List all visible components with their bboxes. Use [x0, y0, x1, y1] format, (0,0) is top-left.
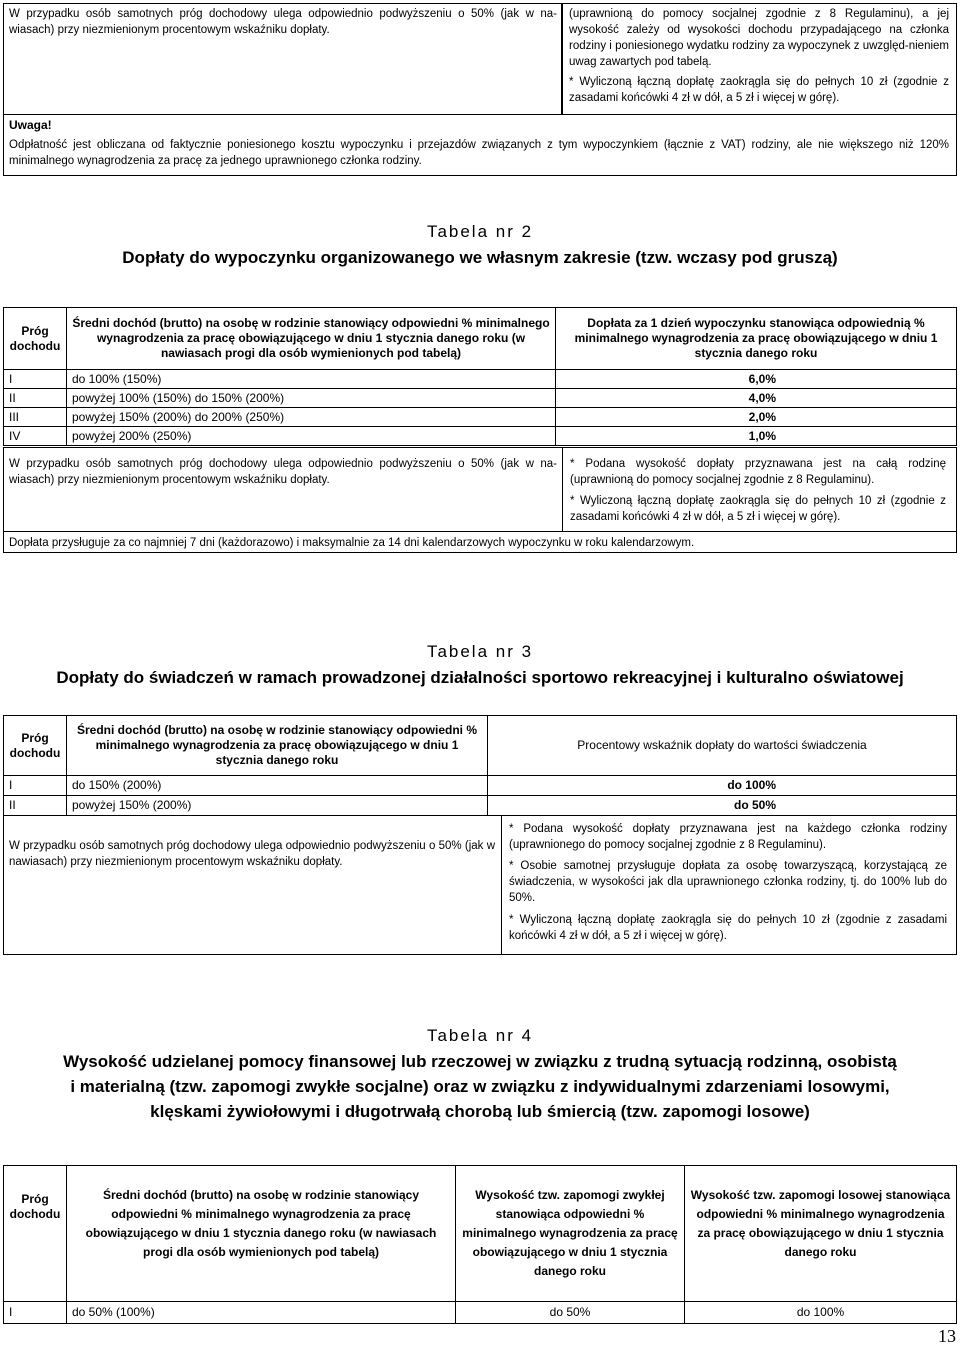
uwaga-text: Odpłatność jest obliczana od faktycznie poniesionego kosztu wypoczynku i przejazdów związanych z tym wypoczynkiem (łącznie z VAT) rodziny, ale nie większego niż 120% minimalnego wynagrodzenia za pracę za jednego uprawnionego członka rodziny. [9, 139, 949, 167]
table2-footer-box [3, 531, 957, 553]
table-row [4, 1302, 957, 1324]
table2-value: 4,0% [556, 389, 957, 408]
table2-prog: III [4, 408, 67, 427]
top-right-note-rounding: * Wyliczoną łączną dopłatę zaokrągla się do pełnych 10 zł (zgodnie z zasadami końcówki 4 zł w dół, a 5 zł i więcej w górę). [569, 76, 949, 104]
table3 [3, 715, 957, 816]
table2-title: Dopłaty do wypoczynku organizowanego we własnym zakresie (tzw. wczasy pod gruszą) [122, 248, 838, 267]
table2-notes-box [3, 447, 957, 532]
table2-header-value: Dopłata za 1 dzień wypoczynku stanowiąca odpowiednią % minimalnego wynagrodzenia za pracę obowiązującego w dniu 1 stycznia danego roku [556, 308, 957, 370]
top-right-note-box [562, 3, 957, 115]
table2-prog: I [4, 370, 67, 389]
table2-prog: IV [4, 427, 67, 446]
table3-income: do 150% (200%) [67, 776, 488, 796]
table2-footer: Dopłata przysługuje za co najmniej 7 dni (każdorazowo) i maksymalnie za 14 dni kalendarzowych wypoczynku w roku kalendarzowym. [9, 537, 695, 549]
table2-header-prog: Próg dochodu [4, 308, 67, 370]
table2-number: Tabela nr 2 [426, 222, 534, 241]
table4-title-line3: klęskami żywiołowymi i długotrwałą chorobą lub śmiercią (tzw. zapomogi losowe) [150, 1102, 810, 1121]
table4-title-line1: Wysokość udzielanej pomocy finansowej lub rzeczowej w związku z trudną sytuacją rodzinną, osobistą [63, 1052, 897, 1071]
page-number: 13 [938, 1326, 956, 1346]
table2-value: 1,0% [556, 427, 957, 446]
table3-notes-divider [501, 816, 502, 954]
table-row [4, 370, 957, 389]
table3-note-right2: * Osobie samotnej przysługuje dopłata za osobę towarzyszącą, korzystającą ze świadczenia, w wysokości jak dla uprawnionego członka rodziny, tj. do 100% lub do 50%. [509, 860, 947, 904]
table3-number: Tabela nr 3 [426, 642, 534, 661]
table2-note-right1: * Podana wysokość dopłaty przyznawana jest na całą rodzinę (uprawnioną do pomocy socjalnej zgodnie z 8 Regulaminu). [570, 458, 946, 486]
top-right-note: (uprawnioną do pomocy socjalnej zgodnie z 8 Regulaminu), a jej wysokość zależy od wysokości dochodu przypadającego na członka rodziny i poniesionego wydatku rodziny za wypoczynek z uwzględ-nieniem uwag zawartych pod tabelą. [569, 8, 949, 68]
table3-prog: I [4, 776, 67, 796]
table4 [3, 1165, 957, 1324]
table2-income: powyżej 200% (250%) [67, 427, 556, 446]
table3-value: do 50% [488, 796, 957, 816]
top-left-note: W przypadku osób samotnych próg dochodowy ulega odpowiednio podwyższeniu o 50% (jak w na-wiasach) przy niezmienionym procentowym wskaźniku dopłaty. [9, 8, 557, 36]
table-row [4, 796, 957, 816]
table3-note-right3: * Wyliczoną łączną dopłatę zaokrągla się do pełnych 10 zł (zgodnie z zasadami końcówki 4 zł w dół, a 5 zł i więcej w górę). [509, 914, 947, 942]
table2-income: powyżej 150% (200%) do 200% (250%) [67, 408, 556, 427]
table4-zwykla: do 50% [456, 1302, 685, 1324]
table3-header-income: Średni dochód (brutto) na osobę w rodzinie stanowiący odpowiedni % minimalnego wynagrodzenia za pracę obowiązującego w dniu 1 stycznia danego roku [67, 716, 488, 776]
table4-title-line2: i materialną (tzw. zapomogi zwykłe socjalne) oraz w związku z indywidualnymi zdarzeniami losowymi, [70, 1077, 890, 1096]
table4-header-losowa: Wysokość tzw. zapomogi losowej stanowiąca odpowiedni % minimalnego wynagrodzenia za pracę obowiązującego w dniu 1 stycznia danego roku [685, 1166, 957, 1302]
table2-value: 2,0% [556, 408, 957, 427]
table3-header-prog: Próg dochodu [4, 716, 67, 776]
table4-losowa: do 100% [685, 1302, 957, 1324]
table2-notes-divider [562, 448, 563, 531]
table-row [4, 389, 957, 408]
table4-number: Tabela nr 4 [426, 1026, 534, 1045]
table2-value: 6,0% [556, 370, 957, 389]
table2-note-left: W przypadku osób samotnych próg dochodowy ulega odpowiednio podwyższeniu o 50% (jak w na-wiasach) przy niezmienionym procentowym wskaźniku dopłaty. [9, 458, 557, 486]
table2-note-right2: * Wyliczoną łączną dopłatę zaokrągla się do pełnych 10 zł (zgodnie z zasadami końcówki 4 zł w dół, a 5 zł i więcej w górę). [570, 495, 946, 523]
table2 [3, 307, 957, 446]
table2-header-income: Średni dochód (brutto) na osobę w rodzinie stanowiący odpowiedni % minimalnego wynagrodzenia za pracę obowiązującego w dniu 1 stycznia danego roku (w nawiasach progi dla osób wymienionych pod tabelą) [67, 308, 556, 370]
table3-note-left: W przypadku osób samotnych próg dochodowy ulega odpowiednio podwyższeniu o 50% (jak w nawiasach) przy niezmienionym procentowym wskaźniku dopłaty. [9, 840, 495, 868]
table3-header-value: Procentowy wskaźnik dopłaty do wartości świadczenia [488, 716, 957, 776]
table3-value: do 100% [488, 776, 957, 796]
uwaga-label: Uwaga! [9, 118, 52, 132]
table3-prog: II [4, 796, 67, 816]
table3-notes-box [3, 815, 957, 955]
table3-income: powyżej 150% (200%) [67, 796, 488, 816]
table2-income: powyżej 100% (150%) do 150% (200%) [67, 389, 556, 408]
table4-header-income: Średni dochód (brutto) na osobę w rodzinie stanowiący odpowiedni % minimalnego wynagrodzenia za pracę obowiązującego w dniu 1 stycznia danego roku (w nawiasach progi dla osób wymienionych pod tabelą) [67, 1166, 456, 1302]
uwaga-box [3, 114, 957, 176]
table3-title: Dopłaty do świadczeń w ramach prowadzonej działalności sportowo rekreacyjnej i kulturalno oświatowej [56, 668, 904, 687]
table4-header-zwykla: Wysokość tzw. zapomogi zwykłej stanowiąca odpowiedni % minimalnego wynagrodzenia za pracę obowiązującego w dniu 1 stycznia danego roku [456, 1166, 685, 1302]
table2-income: do 100% (150%) [67, 370, 556, 389]
table4-prog: I [4, 1302, 67, 1324]
table4-income: do 50% (100%) [67, 1302, 456, 1324]
top-left-note-box [3, 3, 562, 115]
table-row [4, 427, 957, 446]
table3-note-right1: * Podana wysokość dopłaty przyznawana jest na każdego członka rodziny (uprawnionego do pomocy socjalnej zgodnie z 8 Regulaminu). [509, 823, 947, 851]
table-row [4, 776, 957, 796]
table2-prog: II [4, 389, 67, 408]
table-row [4, 408, 957, 427]
table4-header-prog: Próg dochodu [4, 1166, 67, 1302]
